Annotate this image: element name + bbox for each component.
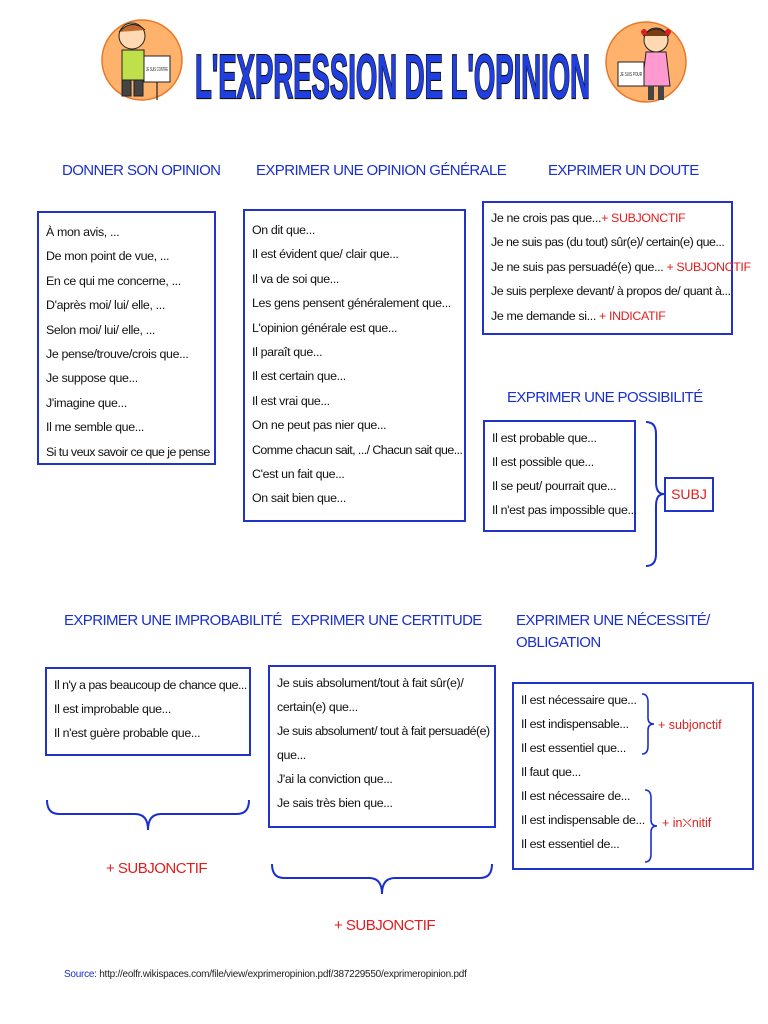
- source-url[interactable]: http://eolfr.wikispaces.com/file/view/exprimeropinion.pdf/387229550/exprimeropinion.pdf: [99, 969, 467, 980]
- box-doute: [482, 201, 751, 335]
- subj-tag: SUBJ: [664, 477, 714, 512]
- list-item: L'opinion générale est que...: [252, 320, 398, 335]
- box-possibilite: [483, 420, 636, 532]
- list-item: [491, 206, 724, 230]
- list-item: En ce qui me concerne, ...: [46, 273, 181, 288]
- doute-l1: Je ne crois pas que...: [491, 211, 602, 225]
- avatar-pour: [606, 12, 686, 112]
- list-item: Il est évident que/ clair que...: [252, 247, 399, 262]
- mode-indicatif: + INDICATIF: [599, 308, 666, 323]
- heading-improbabilite: EXPRIMER UNE IMPROBABILITÉ: [64, 612, 282, 629]
- list-item: De mon point de vue, ...: [46, 249, 170, 264]
- list-item: Il est indispensable de...: [521, 813, 645, 827]
- mode-infinitif: + in⛌nitif: [662, 816, 712, 830]
- list-item: Il va de soi que...: [252, 271, 340, 286]
- heading-certitude: EXPRIMER UNE CERTITUDE: [291, 612, 482, 629]
- list-item: Il n'est pas impossible que...: [492, 503, 637, 517]
- list-item: Il est essentiel de...: [521, 837, 620, 851]
- list-item: J'ai la conviction que...: [277, 772, 393, 786]
- list-item: Il est vrai que...: [252, 393, 330, 408]
- list-item: Il est improbable que...: [54, 702, 171, 716]
- list-item: Je suppose que...: [46, 371, 138, 386]
- curly-bracket-right: [644, 420, 666, 568]
- box-generale: [243, 209, 466, 522]
- list-item: Il est nécessaire de...: [521, 789, 631, 803]
- heading-generale: EXPRIMER UNE OPINION GÉNÉRALE: [256, 162, 507, 179]
- source-line: [64, 969, 467, 980]
- source-label: Source:: [64, 969, 97, 980]
- curly-bracket-right: [643, 788, 659, 864]
- list-item: Il est indispensable...: [521, 717, 629, 731]
- box-improbabilite: [45, 667, 251, 756]
- list-item: Il faut que...: [521, 765, 581, 779]
- box-certitude: [268, 665, 496, 828]
- sign-contre: JE SUIS CONTRE: [146, 67, 169, 73]
- list-item: que...: [277, 748, 306, 762]
- box-necessite: [512, 682, 754, 870]
- mode-subjonctif: + SUBJONCTIF: [334, 917, 436, 934]
- list-item: Il est possible que...: [492, 455, 594, 469]
- mode-subjonctif: + SUBJONCTIF: [666, 259, 751, 274]
- mode-subjonctif: + SUBJONCTIF: [106, 860, 208, 877]
- list-item: D'après moi/ lui/ elle, ...: [46, 298, 165, 313]
- list-item: Il n'est guère probable que...: [54, 726, 201, 740]
- list-item: Je suis absolument/tout à fait sûr(e)/: [277, 676, 464, 690]
- page-title: [190, 38, 595, 112]
- list-item: Je ne suis pas (du tout) sûr(e)/ certain(e) que...: [491, 235, 725, 250]
- list-item: On dit que...: [252, 223, 315, 237]
- list-item: On ne peut pas nier que...: [252, 418, 387, 433]
- list-item: Je sais très bien que...: [277, 796, 393, 810]
- list-item: Il est probable que...: [492, 431, 597, 445]
- list-item: Je suis perplexe devant/ à propos de/ quant à...: [491, 284, 731, 299]
- doute-l5: Je me demande si...: [491, 308, 596, 323]
- list-item: Il n'y a pas beaucoup de chance que...: [54, 678, 247, 692]
- mode-subjonctif: + subjonctif: [658, 718, 722, 732]
- avatar-contre: [102, 10, 182, 110]
- list-item: Il me semble que...: [46, 420, 145, 435]
- list-item: C'est un fait que...: [252, 467, 345, 482]
- sign-pour: JE SUIS POUR: [620, 72, 643, 78]
- mode-subjonctif: + SUBJONCTIF: [601, 211, 686, 225]
- list-item: J'imagine que...: [46, 395, 127, 410]
- box-donner: [37, 211, 216, 465]
- list-item: [491, 304, 724, 328]
- list-item: certain(e) que...: [277, 700, 358, 714]
- list-item: Il est certain que...: [252, 369, 346, 384]
- curly-bracket-right: [640, 692, 656, 756]
- list-item: Il paraît que...: [252, 345, 323, 360]
- page-title-text: L'EXPRESSION DE L'OPINION: [195, 43, 590, 112]
- list-item: On sait bien que...: [252, 491, 346, 506]
- heading-doute: EXPRIMER UN DOUTE: [548, 162, 699, 179]
- list-item: Je suis absolument/ tout à fait persuadé(e): [277, 724, 490, 738]
- list-item: À mon avis, ...: [46, 225, 120, 239]
- curly-bracket-down: [45, 798, 251, 834]
- list-item: Il se peut/ pourrait que...: [492, 479, 617, 493]
- heading-possibilite: EXPRIMER UNE POSSIBILITÉ: [507, 389, 703, 406]
- list-item: Selon moi/ lui/ elle, ...: [46, 322, 156, 337]
- list-item: Si tu veux savoir ce que je pense: [46, 444, 210, 459]
- list-item: Il est nécessaire que...: [521, 693, 637, 707]
- list-item: Il est essentiel que...: [521, 741, 626, 755]
- heading-necessite: EXPRIMER UNE NÉCESSITÉ/ OBLIGATION: [516, 612, 710, 651]
- list-item: [491, 255, 751, 279]
- doute-l3: Je ne suis pas persuadé(e) que...: [491, 259, 664, 274]
- list-item: Les gens pensent généralement que...: [252, 296, 451, 311]
- heading-donner: DONNER SON OPINION: [62, 162, 221, 179]
- curly-bracket-down: [270, 862, 494, 898]
- list-item: Comme chacun sait, .../ Chacun sait que...: [252, 442, 463, 457]
- list-item: Je pense/trouve/crois que...: [46, 347, 189, 362]
